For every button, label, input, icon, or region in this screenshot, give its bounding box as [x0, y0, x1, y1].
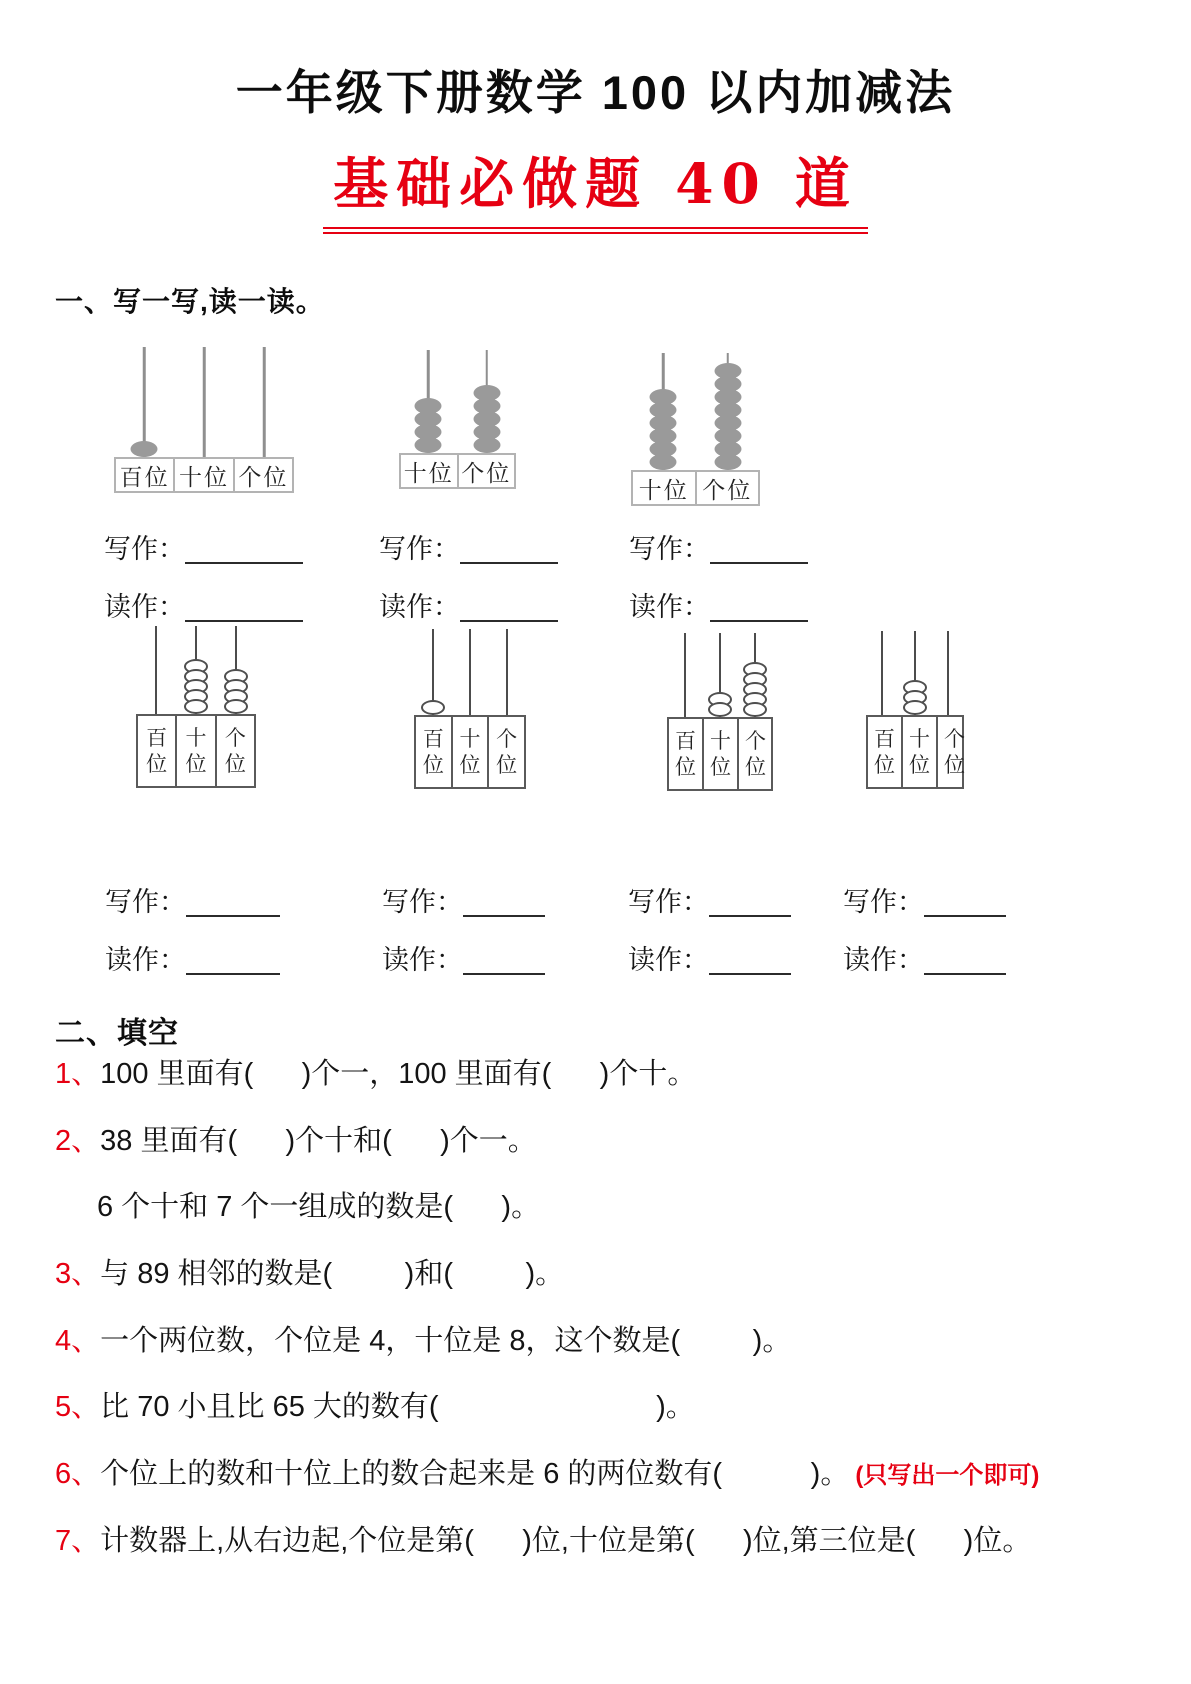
bead-stack [903, 685, 927, 715]
bead-stack [473, 388, 500, 453]
read-label: 读作： [629, 592, 710, 622]
bead-stack [708, 697, 732, 717]
abacus-rods [399, 350, 516, 453]
abacus-rod-line [155, 626, 157, 714]
abacus-rod [492, 629, 522, 715]
abacus-labels [667, 717, 773, 791]
read-row [628, 938, 791, 977]
bead-stack [743, 667, 767, 717]
write-row [379, 527, 558, 566]
question-note: (只写出一个即可) [855, 1462, 1040, 1490]
abacus-rod [129, 347, 159, 457]
abacus-rod-line [947, 631, 949, 715]
write-label: 写作： [628, 887, 709, 917]
answer-blank [710, 594, 808, 622]
bead-stack [650, 392, 677, 470]
abacus [667, 633, 773, 791]
place-value-cell: 个位 [233, 459, 292, 491]
question-number: 6、 [55, 1458, 101, 1491]
question-text: 6 个十和 7 个一组成的数是( )。 [97, 1191, 541, 1224]
question-text: 个位上的数和十位上的数合起来是 6 的两位数有( )。 [100, 1458, 850, 1491]
abacus-bead [415, 437, 442, 453]
answer-blank [186, 947, 280, 975]
abacus-rod [867, 631, 897, 715]
question-row [55, 1523, 1165, 1561]
bead-stack [421, 705, 445, 715]
bead-stack [131, 444, 158, 457]
abacus-bead [714, 454, 741, 470]
page-title: 一年级下册数学 100 以内加减法 [235, 66, 956, 119]
abacus-rod-line [881, 631, 883, 715]
question-row [55, 1456, 1165, 1494]
abacus-labels [399, 453, 516, 489]
question-number: 4、 [55, 1324, 101, 1357]
question-text: 38 里面有( )个十和( )个一。 [100, 1124, 537, 1157]
abacus-rod-line [684, 633, 686, 717]
abacus-rod [472, 350, 502, 453]
page-subtitle: 基础必做题 40 道 [323, 140, 868, 234]
write-label: 写作： [629, 534, 710, 564]
question-text: 一个两位数，个位是 4，十位是 8，这个数是( )。 [100, 1324, 792, 1357]
abacus-bead [421, 700, 445, 715]
abacus-labels [136, 714, 256, 788]
abacus-rod [249, 347, 279, 457]
read-row [629, 585, 808, 624]
abacus [399, 350, 516, 489]
abacus-bead [650, 454, 677, 470]
abacus-bead [473, 437, 500, 453]
abacus [866, 631, 964, 789]
abacus-rod [455, 629, 485, 715]
bead-stack [714, 366, 741, 470]
read-label: 读作： [104, 592, 185, 622]
question-row [55, 1256, 1165, 1294]
write-row [105, 880, 280, 919]
question-row [55, 1123, 1165, 1161]
read-row [379, 585, 558, 624]
abacus-rod [933, 631, 963, 715]
question-number: 7、 [55, 1524, 101, 1557]
place-value-cell: 十位 [702, 719, 737, 789]
answer-blank [924, 947, 1006, 975]
place-value-cell: 个位 [487, 717, 524, 787]
abacus-bead [131, 441, 158, 457]
place-value-cell: 百位 [874, 726, 895, 777]
place-value-cell: 十位 [901, 717, 936, 787]
bead-stack [415, 401, 442, 453]
place-value-cell: 十位 [175, 716, 214, 786]
abacus-rods [114, 347, 294, 457]
question-number: 2、 [55, 1124, 101, 1157]
question-number: 3、 [55, 1258, 101, 1291]
abacus-rods [667, 633, 773, 717]
read-row [382, 938, 545, 977]
place-value-cell: 百位 [146, 725, 168, 776]
read-label: 读作： [382, 945, 463, 975]
answer-blank [185, 594, 303, 622]
abacus-rod [713, 353, 743, 470]
question-row [55, 1323, 1165, 1361]
abacus-bead [184, 699, 208, 714]
abacus-rod [418, 629, 448, 715]
answer-blank [710, 536, 808, 564]
answer-blank [709, 889, 791, 917]
abacus-rod [189, 347, 219, 457]
write-label: 写作： [105, 887, 186, 917]
abacus-rod [705, 633, 735, 717]
read-label: 读作： [379, 592, 460, 622]
place-value-cell: 个位 [737, 719, 772, 789]
write-row [104, 527, 303, 566]
write-row [382, 880, 545, 919]
question-row [55, 1056, 1165, 1094]
abacus-bead [224, 699, 248, 714]
place-value-cell: 个位 [215, 716, 254, 786]
abacus-rod [670, 633, 700, 717]
abacus-rods [414, 629, 526, 715]
question-text: 比 70 小且比 65 大的数有( )。 [100, 1391, 695, 1424]
abacus-rod [648, 353, 678, 470]
abacus-rod [141, 626, 171, 714]
question-row [55, 1389, 1165, 1427]
bead-stack [184, 664, 208, 714]
abacus-bead [743, 702, 767, 717]
place-value-cell: 百位 [422, 726, 444, 777]
write-label: 写作： [843, 887, 924, 917]
question-text: 100 里面有( )个一，100 里面有( )个十。 [100, 1058, 697, 1090]
abacus-bead [903, 700, 927, 715]
read-label: 读作： [628, 945, 709, 975]
question-row [55, 1189, 1165, 1227]
place-value-cell: 个位 [936, 717, 971, 787]
write-row [843, 880, 1006, 919]
answer-blank [463, 947, 545, 975]
read-row [104, 585, 303, 624]
section1-heading: 一、写一写,读一读。 [55, 286, 325, 317]
answer-blank [460, 536, 558, 564]
place-value-cell: 百位 [675, 728, 696, 779]
read-label: 读作： [843, 945, 924, 975]
section2-heading: 二、填空 [55, 1017, 179, 1050]
place-value-cell: 个位 [457, 455, 515, 487]
abacus-rod [181, 626, 211, 714]
read-row [105, 938, 280, 977]
abacus-rods [866, 631, 964, 715]
abacus-rod [740, 633, 770, 717]
question-text: 与 89 相邻的数是( )和( )。 [100, 1258, 565, 1291]
abacus [414, 629, 526, 789]
question-text: 计数器上,从右边起,个位是第( )位,十位是第( )位,第三位是( )位。 [100, 1524, 1032, 1557]
abacus-rods [631, 353, 760, 470]
abacus [631, 353, 760, 506]
abacus-labels [114, 457, 294, 493]
place-value-cell: 十位 [638, 477, 689, 504]
place-value-cell: 十位 [403, 460, 454, 487]
answer-blank [185, 536, 303, 564]
abacus-rod [221, 626, 251, 714]
abacus-rod-line [263, 347, 266, 457]
bead-stack [224, 674, 248, 714]
answer-blank [186, 889, 280, 917]
place-value-cell: 个位 [695, 472, 759, 504]
abacus-bead [708, 702, 732, 717]
abacus-rod-line [203, 347, 206, 457]
abacus-rod [413, 350, 443, 453]
abacus [114, 347, 294, 493]
read-label: 读作： [105, 945, 186, 975]
answer-blank [924, 889, 1006, 917]
abacus-labels [414, 715, 526, 789]
place-value-cell: 十位 [173, 459, 232, 491]
question-list [55, 1056, 1165, 1590]
write-label: 写作： [382, 887, 463, 917]
answer-blank [460, 594, 558, 622]
write-label: 写作： [379, 534, 460, 564]
abacus-rod-line [469, 629, 471, 715]
abacus-labels [631, 470, 760, 506]
abacus-labels [866, 715, 964, 789]
question-number: 5、 [55, 1391, 101, 1424]
question-number: 1、 [55, 1058, 101, 1090]
abacus-rods [136, 626, 256, 714]
write-row [628, 880, 791, 919]
abacus-rod [900, 631, 930, 715]
answer-blank [709, 947, 791, 975]
page-subtitle-wrap [0, 140, 1191, 234]
place-value-cell: 百位 [119, 464, 170, 491]
abacus-rod-line [506, 629, 508, 715]
read-row [843, 938, 1006, 977]
write-label: 写作： [104, 534, 185, 564]
place-value-cell: 十位 [451, 717, 488, 787]
answer-blank [463, 889, 545, 917]
write-row [629, 527, 808, 566]
abacus [136, 626, 256, 788]
